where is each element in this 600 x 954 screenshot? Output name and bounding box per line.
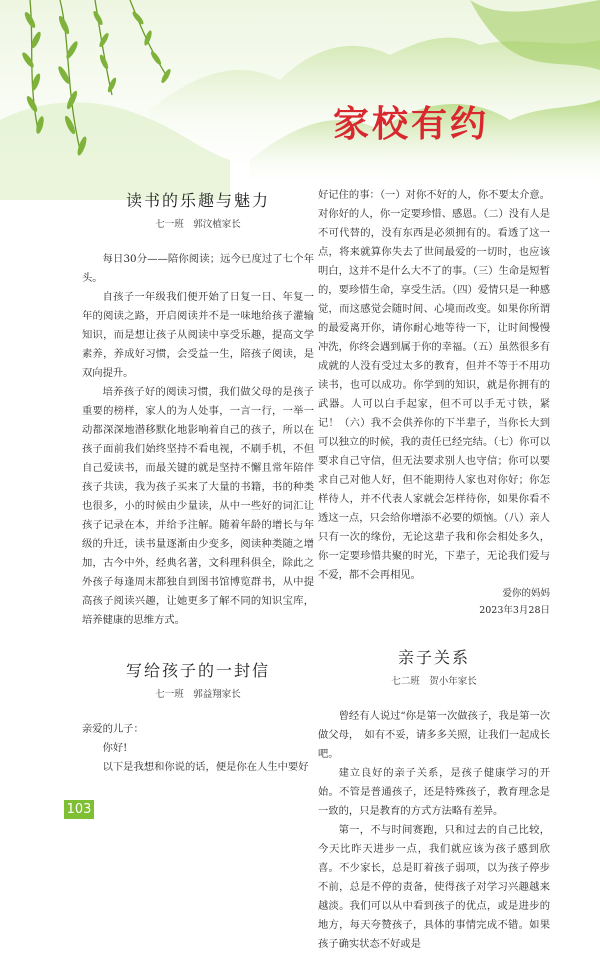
article-3-paragraph: 建立良好的亲子关系，是孩子健康学习的开始。不管是普通孩子，还是特殊孩子，教育理念是一致的，只是教育的方式方法略有差异。 bbox=[318, 767, 550, 817]
article-3-byline: 七二班 贺小年家长 bbox=[391, 676, 477, 687]
page-number: 103 bbox=[64, 800, 94, 819]
letter-salutation: 亲爱的儿子： bbox=[82, 723, 144, 735]
article-gap bbox=[82, 630, 314, 660]
article-3-paragraph: 曾经有人说过“你是第一次做孩子，我是第一次做父母， 如有不妥，请多多关照，让我们一起成长吧。 bbox=[318, 710, 550, 760]
letter-body: 以下是我想和你说的话，便是你在人生中要好 bbox=[102, 761, 309, 773]
letter-signature: 爱你的妈妈 bbox=[502, 588, 550, 599]
section-title: 家校有约 bbox=[333, 104, 490, 145]
article-1-byline: 七一班 郭汶植家长 bbox=[155, 219, 241, 230]
article-1-paragraph: 每日30分——陪你阅读；远今已度过了七个年头。 bbox=[82, 253, 314, 284]
article-1-paragraph: 自孩子一年级我们便开始了日复一日、年复一年的阅读之路，开启阅读并不是一味地给孩子灌输知识，而是想让孩子从阅读中享受乐趣，提高文学素养，养成好习惯，会受益一生，陪孩子阅读，是双向提升。 bbox=[82, 291, 314, 379]
letter-body: 好记住的事：（一）对你不好的人，你不要太介意。对你好的人，你一定要珍惜、感恩。（二）没有人是不可代替的，没有东西是必须拥有的。看透了这一点，将来就算你失去了世间最爱的一切时，也应该明白，这并不是什么大不了的事。（三）生命是短暂的，要珍惜生命，享受生活。（四）爱情只是一种感觉，而这感觉会随时间、心境而改变。如果你所谓的最爱离开你，请你耐心地等待一下，让时间慢慢冲洗，你终会遇到属于你的幸福。（五）虽然很多有成就的人没有受过太多的教育，但并不等于不用功读书，也可以成功。你学到的知识，就是你拥有的武器。人可以白手起家，但不可以手无寸铁，紧记！（六）我不会供养你的下半辈子，当你长大到可以独立的时候，我的责任已经完结。（七）你可以要求自己守信，但无法要求别人也守信；你可以要求自己对他人好，但不能期待人家也对你好；你怎样待人，并不代表人家就会怎样待你，如果你看不透这一点，只会给你增添不必要的烦恼。（八）亲人只有一次的缘份，无论这辈子我和你会相处多久，你一定要珍惜共聚的时光，下辈子，无论我们爱与不爱，都不会再相见。 bbox=[318, 189, 550, 581]
right-column bbox=[318, 186, 550, 954]
article-gap bbox=[318, 619, 550, 647]
letter-greeting: 你好! bbox=[102, 742, 128, 754]
article-3-title: 亲子关系 bbox=[397, 648, 470, 667]
article-1-paragraph: 培养孩子好的阅读习惯，我们做父母的是孩子重要的榜样，家人的为人处事，一言一行，一举一动都深深地潜移默化地影响着自己的孩子，所以在孩子面前我们始终坚持不看电视，不刷手机，不但自己爱读书，而最关键的就是坚持不懈且常年陪伴孩子共读，我为孩子买来了大量的书籍，书的种类也很多，小的时候由少量读，从中一些好的词汇让孩子记录在本，并给予注解。随着年龄的增长与年级的升迁，读书量逐渐由少变多，阅读种类随之增加，古今中外，经典名著，文科理科俱全，除此之外孩子每逢周末都独自到图书馆博览群书，从中提高孩子阅读兴趣，让她更多了解不同的知识宝库，培养健康的思维方式。 bbox=[82, 386, 314, 626]
letter-date: 2023年3月28日 bbox=[479, 605, 550, 616]
article-3-paragraph: 第一，不与时间赛跑，只和过去的自己比较，今天比昨天进步一点，我们就应该为孩子感到欣喜。不少家长，总是盯着孩子弱项，以为孩子停步不前，总是不停的责备，使得孩子对学习兴趣越来越淡。我们可以从中看到孩子的优点，或是进步的地方，每天夸赞孩子，具体的事情完成不错。如果孩子确实状态不好或是 bbox=[318, 824, 550, 950]
article-2-byline: 七一班 郭益翔家长 bbox=[155, 689, 241, 700]
left-column bbox=[82, 190, 314, 777]
article-1-title: 读书的乐趣与魅力 bbox=[125, 191, 270, 210]
article-2-title: 写给孩子的一封信 bbox=[125, 661, 270, 680]
